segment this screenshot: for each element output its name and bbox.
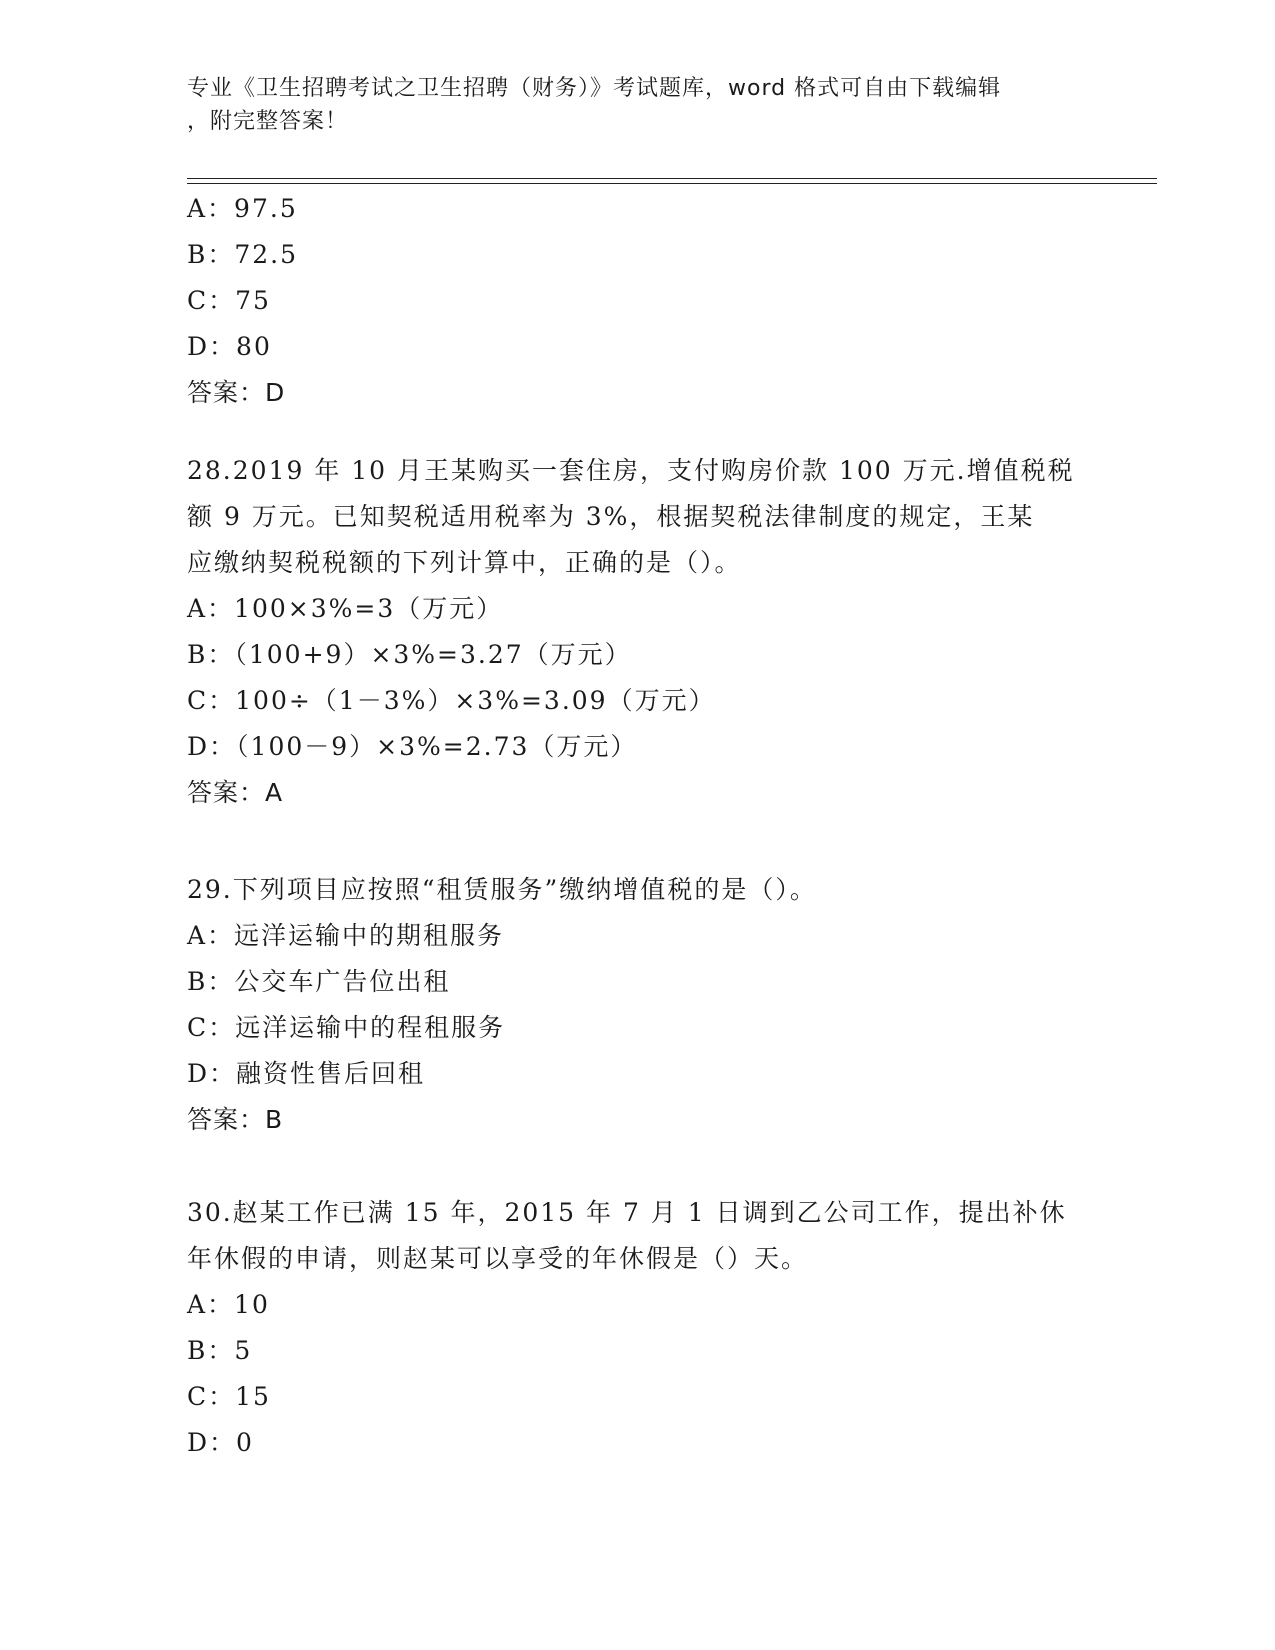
answer: 答案：B: [187, 1105, 284, 1134]
option-a: A：10: [187, 1290, 270, 1319]
option-d: D：（100－9）×3%=2.73（万元）: [187, 732, 638, 761]
option-c: C：15: [187, 1382, 271, 1411]
question-text-line: 30.赵某工作已满 15 年，2015 年 7 月 1 日调到乙公司工作，提出补休: [187, 1198, 1067, 1227]
question-text-line: 额 9 万元。已知契税适用税率为 3%，根据契税法律制度的规定，王某: [187, 502, 1035, 531]
header-line-1: 专业《卫生招聘考试之卫生招聘（财务）》考试题库，word 格式可自由下载编辑: [187, 76, 1002, 101]
header-divider-bottom: [187, 183, 1157, 184]
question-29: [187, 867, 1087, 1143]
question-27: [187, 186, 1087, 416]
option-d: D：80: [187, 332, 272, 361]
header-divider-top: [187, 178, 1157, 179]
answer: 答案：D: [187, 378, 286, 407]
option-c: C：100÷（1－3%）×3%=3.09（万元）: [187, 686, 716, 715]
option-a: A：100×3%=3（万元）: [187, 594, 504, 623]
option-c: C：远洋运输中的程租服务: [187, 1013, 506, 1042]
option-b: B：5: [187, 1336, 253, 1365]
option-a: A：远洋运输中的期租服务: [187, 921, 505, 950]
question-text-line: 年休假的申请，则赵某可以享受的年休假是（）天。: [187, 1244, 809, 1273]
option-d: D：融资性售后回租: [187, 1059, 426, 1088]
option-b: B：（100+9）×3%=3.27（万元）: [187, 640, 632, 669]
option-d: D：0: [187, 1428, 254, 1457]
option-b: B：公交车广告位出租: [187, 967, 451, 996]
answer: 答案：A: [187, 778, 284, 807]
question-text-line: 28.2019 年 10 月王某购买一套住房，支付购房价款 100 万元.增值税税: [187, 456, 1075, 485]
header-line-2: ，附完整答案！: [187, 109, 349, 134]
question-text-line: 应缴纳契税税额的下列计算中，正确的是（）。: [187, 548, 742, 577]
option-c: C：75: [187, 286, 271, 315]
option-a: A：97.5: [187, 194, 298, 223]
option-b: B：72.5: [187, 240, 299, 269]
question-30: [187, 1190, 1087, 1466]
question-text-line: 29.下列项目应按照“租赁服务”缴纳增值税的是（）。: [187, 875, 817, 904]
document-header: [187, 72, 1087, 138]
question-28: [187, 448, 1087, 816]
